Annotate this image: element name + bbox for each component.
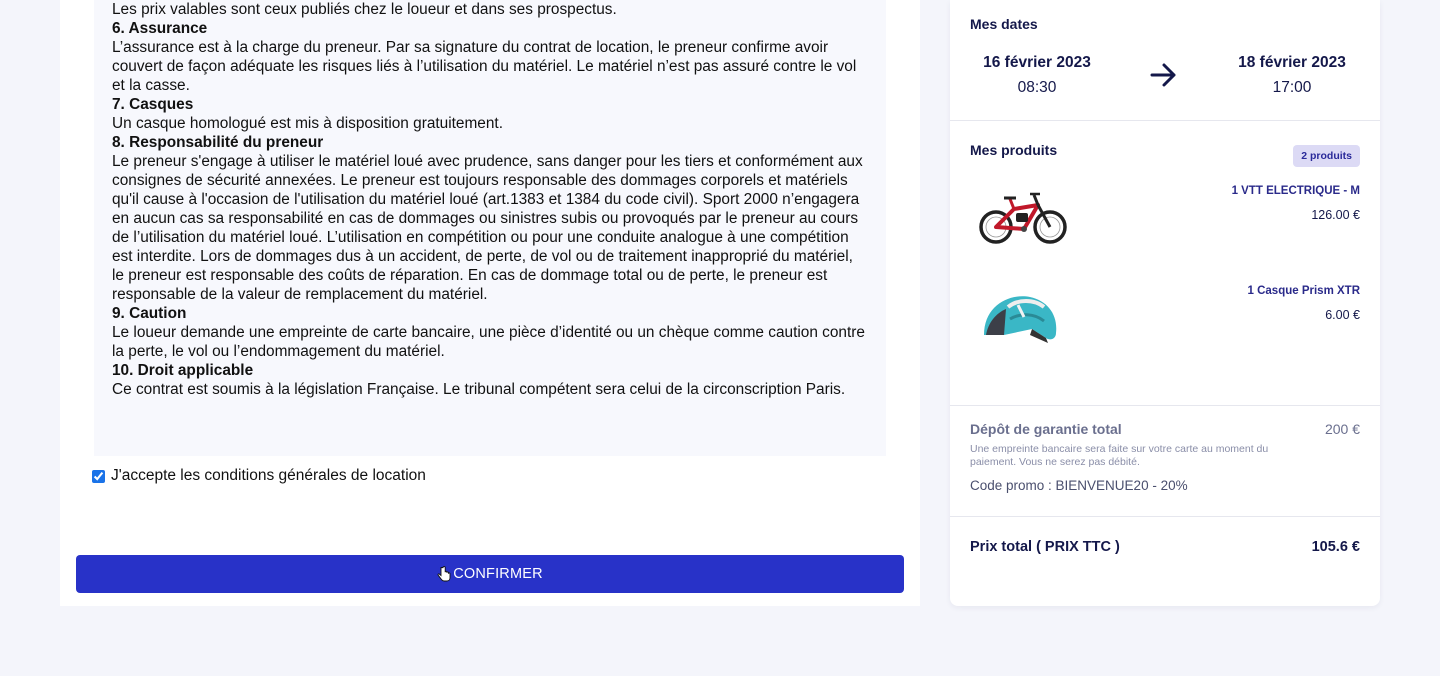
promo-code: Code promo : BIENVENUE20 - 20%: [970, 478, 1188, 493]
product-item: [950, 173, 1380, 263]
helmet-icon: [974, 283, 1070, 353]
total-value: 105.6 €: [1311, 539, 1360, 555]
terms-text-box[interactable]: [94, 0, 886, 456]
product-price: 126.00 €: [1311, 208, 1360, 222]
dates-section: [950, 0, 1380, 121]
section-title-droit: 10. Droit applicable: [112, 362, 254, 379]
accept-terms-row[interactable]: [92, 467, 426, 485]
section-body-casques: Un casque homologué est mis à disposition gratuitement.: [112, 115, 503, 132]
section-body-caution: Le loueur demande une empreinte de carte bancaire, une pièce d’identité ou un chèque comme caution contre la perte, le vol ou l’endommagement du matériel.: [112, 324, 865, 360]
accept-terms-checkbox[interactable]: [92, 470, 105, 483]
summary-panel: [950, 0, 1380, 606]
end-date-time: 17:00: [1272, 79, 1312, 96]
dates-title: Mes dates: [970, 16, 1038, 32]
product-name: 1 VTT ELECTRIQUE - M: [1231, 185, 1360, 197]
deposit-label: Dépôt de garantie total: [970, 421, 1122, 437]
section-title-caution: 9. Caution: [112, 305, 187, 322]
confirm-label: CONFIRMER: [453, 566, 543, 582]
start-date-day: 16 février 2023: [983, 54, 1091, 71]
accept-terms-label[interactable]: J'accepte les conditions générales de location: [111, 467, 426, 484]
product-item: [950, 273, 1380, 363]
product-price: 6.00 €: [1325, 308, 1360, 322]
total-label: Prix total ( PRIX TTC ): [970, 539, 1120, 555]
total-section: [950, 517, 1380, 606]
section-body-responsabilite: Le preneur s'engage à utiliser le matériel loué avec prudence, sans danger pour les tiers et conformément aux consignes de sécurité annexées. Le preneur est toujours responsable des dommages corporels et matériels qu'il cause à l'occasion de l'utilisation du matériel loué (art.1383 et 1384 du code civil). Sport 2000 n’engagera en aucun cas sa responsabilité en cas de dommages ou sinistres subis ou provoqués par le preneur au cours de l’utilisation du matériel loué. L’utilisation en compétition ou pour une conduite analogue à une compétition est interdite. Lors de dommages dus à un accident, de perte, de vol ou de traitement inapproprié du matériel, le preneur est responsable des coûts de réparation. En cas de dommage total ou de perte, le preneur est responsable de la valeur de remplacement du matériel.: [112, 153, 863, 303]
section-body-droit: Ce contrat est soumis à la législation Française. Le tribunal compétent sera celui de la circonscription Paris.: [112, 381, 846, 398]
products-section: [950, 121, 1380, 406]
deposit-note: Une empreinte bancaire sera faite sur votre carte au moment du paiement. Vous ne serez pas débité.: [970, 443, 1269, 468]
section-title-casques: 7. Casques: [112, 96, 194, 113]
product-name: 1 Casque Prism XTR: [1247, 285, 1360, 297]
section-title-responsabilite: 8. Responsabilité du preneur: [112, 134, 324, 151]
products-count-badge: 2 produits: [1293, 145, 1360, 167]
ebike-icon: [974, 183, 1070, 253]
arrow-right-icon: [1150, 62, 1178, 93]
section-title-assurance: 6. Assurance: [112, 20, 208, 37]
deposit-value: 200 €: [1324, 421, 1360, 437]
end-date: [1231, 54, 1353, 97]
hand-cursor-icon: [437, 566, 451, 586]
start-date: [976, 54, 1098, 97]
products-title: Mes produits: [970, 142, 1058, 158]
end-date-day: 18 février 2023: [1238, 54, 1346, 71]
section-body-assurance: L’assurance est à la charge du preneur. Par sa signature du contrat de location, le preneur confirme avoir couvert de façon adéquate les risques liés à l’utilisation du matériel. Le matériel n’est pas assuré contre le vol et la casse.: [112, 39, 857, 94]
deposit-section: [950, 406, 1380, 517]
start-date-time: 08:30: [1017, 79, 1057, 96]
confirm-button[interactable]: [76, 555, 904, 593]
terms-panel: [60, 0, 920, 606]
terms-intro: Les prix valables sont ceux publiés chez le loueur et dans ses prospectus.: [112, 1, 617, 18]
